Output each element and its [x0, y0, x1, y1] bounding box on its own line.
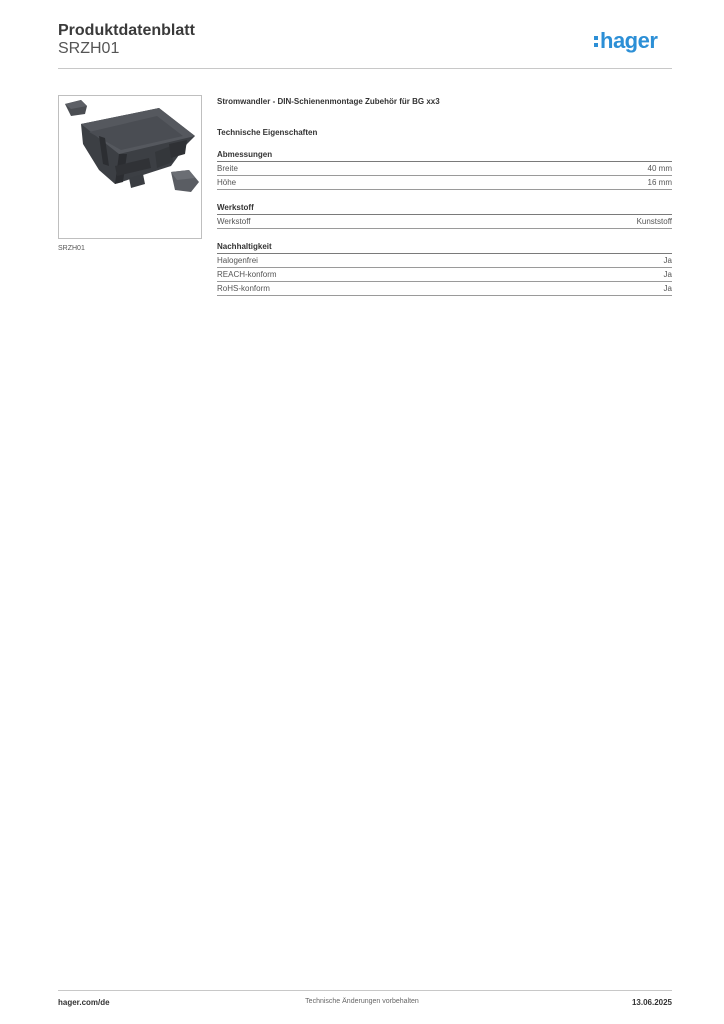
spec-section-sustainability: [217, 242, 672, 296]
section-heading: Abmessungen: [217, 150, 672, 162]
image-caption: SRZH01: [58, 245, 85, 252]
spec-value: Ja: [663, 256, 672, 265]
spec-value: Kunststoff: [636, 217, 672, 226]
header-divider: [58, 68, 672, 69]
spec-content: [217, 97, 672, 296]
footer-date: 13.06.2025: [631, 998, 672, 1007]
spec-section-material: [217, 203, 672, 229]
product-title: Stromwandler - DIN-Schienenmontage Zubehör für BG xx3: [217, 97, 440, 106]
logo-text: hager: [600, 28, 658, 53]
spec-label: Werkstoff: [217, 217, 251, 226]
spec-label: RoHS-konform: [217, 284, 270, 293]
spec-row: [217, 282, 672, 296]
footer-notice: Technische Änderungen vorbehalten: [305, 998, 419, 1005]
spec-row: [217, 176, 672, 190]
spec-section-dimensions: [217, 150, 672, 190]
spec-label: Breite: [217, 164, 238, 173]
specs-title: Technische Eigenschaften: [217, 128, 318, 137]
spec-value: Ja: [663, 270, 672, 279]
spec-value: 40 mm: [647, 164, 672, 173]
spec-row: [217, 215, 672, 229]
document-subtitle: SRZH01: [58, 40, 120, 57]
section-heading: Werkstoff: [217, 203, 672, 215]
logo-dots-icon: [594, 36, 598, 47]
document-title: Produktdatenblatt: [58, 22, 195, 39]
product-image: [58, 95, 202, 239]
section-heading: Nachhaltigkeit: [217, 242, 672, 254]
spec-value: 16 mm: [647, 178, 672, 187]
footer-website-link[interactable]: hager.com/de: [58, 998, 110, 1007]
product-photo-icon: [59, 96, 201, 238]
spec-label: Halogenfrei: [217, 256, 258, 265]
footer-divider: [58, 990, 672, 991]
spec-row: [217, 268, 672, 282]
spec-label: REACH-konform: [217, 270, 277, 279]
hager-logo: [594, 28, 657, 54]
spec-label: Höhe: [217, 178, 237, 187]
spec-row: [217, 162, 672, 176]
spec-row: [217, 254, 672, 268]
spec-value: Ja: [663, 284, 672, 293]
